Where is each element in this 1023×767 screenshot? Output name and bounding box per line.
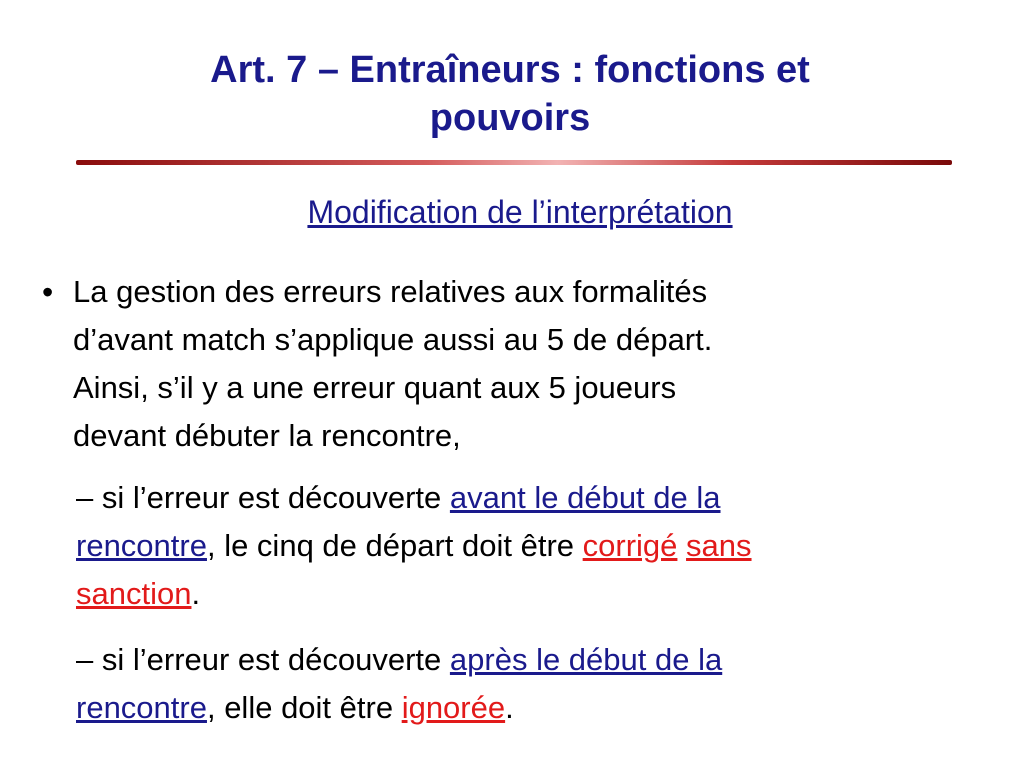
bullet-icon: • — [42, 274, 54, 310]
bullet-line-3: Ainsi, s’il y a une erreur quant aux 5 joueurs — [73, 370, 677, 405]
bullet-paragraph — [73, 268, 973, 460]
sub1-space — [677, 528, 686, 563]
sub1-line-2 — [76, 522, 991, 570]
sub1-red-corrige: corrigé — [582, 528, 678, 563]
sub1-mid: , le cinq de départ doit être — [206, 528, 583, 563]
sub1-end: . — [191, 576, 201, 611]
title-divider — [76, 160, 952, 165]
sub-point-before-start — [76, 474, 991, 618]
title-line-2: pouvoirs — [429, 97, 591, 139]
sub1-lead: – si l’erreur est découverte — [76, 480, 450, 515]
sub1-line-3 — [76, 570, 991, 618]
slide-subtitle: Modification de l’interprétation — [307, 194, 733, 230]
sub-point-after-start — [76, 636, 991, 732]
slide-title — [60, 46, 960, 142]
sub2-link-part2: rencontre — [76, 690, 207, 725]
sub2-link-part1: après le début de la — [449, 642, 723, 677]
sub2-mid: , elle doit être — [206, 690, 402, 725]
sub1-link-part2: rencontre — [76, 528, 207, 563]
bullet-line-1: La gestion des erreurs relatives aux formalités — [73, 274, 708, 309]
sub2-end: . — [505, 690, 514, 725]
sub2-red-ignoree: ignorée — [401, 690, 506, 725]
sub2-line-1 — [76, 636, 991, 684]
sub1-line-1 — [76, 474, 991, 522]
bullet-line-4: devant débuter la rencontre, — [73, 418, 461, 453]
sub2-lead: – si l’erreur est découverte — [76, 642, 450, 677]
sub1-link-part1: avant le début de la — [449, 480, 721, 515]
bullet-line-2: d’avant match s’applique aussi au 5 de départ. — [73, 322, 713, 357]
sub1-red-sanction: sanction — [76, 576, 192, 611]
sub2-line-2 — [76, 684, 991, 732]
sub1-red-sans: sans — [686, 528, 752, 563]
title-line-1: Art. 7 – Entraîneurs : fonctions et — [210, 49, 810, 91]
